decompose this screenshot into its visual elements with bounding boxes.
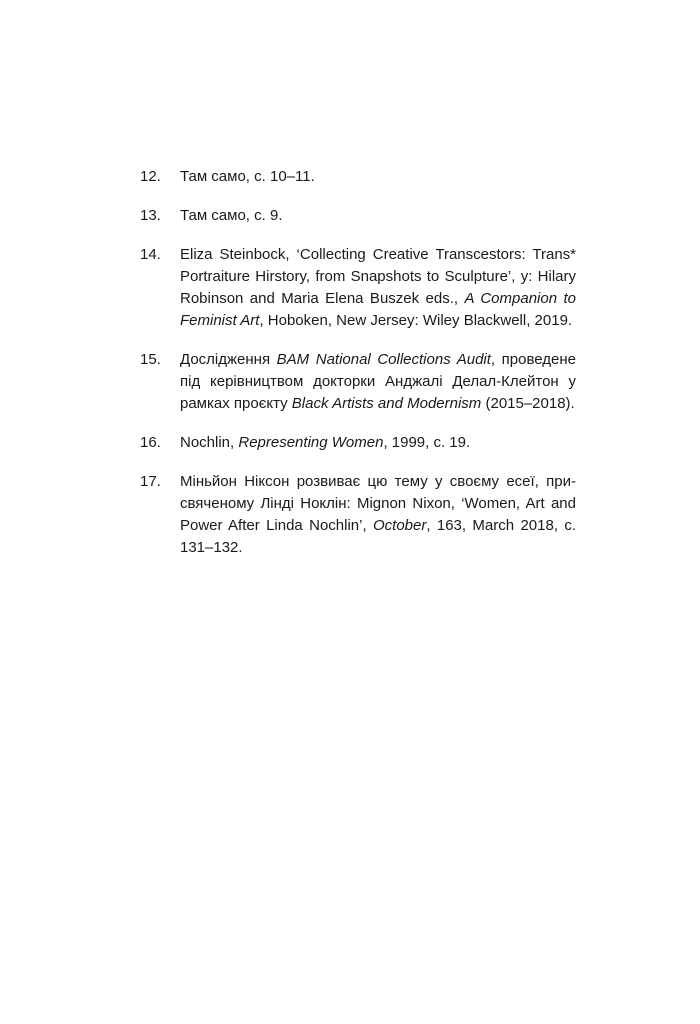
- endnote-text: [180, 205, 576, 227]
- endnote-text: [180, 471, 576, 559]
- endnote-text-segment: Там само, с. 10–11.: [180, 168, 315, 185]
- endnote-italic-title: A Companion to Feminist Art: [180, 290, 576, 329]
- endnote: [140, 471, 576, 559]
- endnote-number: 16.: [140, 434, 161, 451]
- endnote-text-segment: Дослідження: [180, 351, 277, 368]
- endnote-number: 14.: [140, 246, 161, 263]
- endnote-text-segment: , проведене під керівництвом докторки Анджалі Делал-Клейтон у рамках проєкту: [180, 351, 577, 412]
- endnote-text-segment: Там само, с. 9.: [180, 207, 283, 224]
- endnote-number: 17.: [140, 473, 161, 490]
- endnote-text-segment: , Hoboken, New Jersey: Wiley Blackwell, 2019.: [259, 312, 573, 329]
- endnote: [140, 166, 576, 188]
- endnote-italic-title: Black Artists and Modernism: [291, 395, 482, 412]
- endnote: [140, 349, 576, 415]
- endnote-text-segment: , 163, March 2018, с. 131–132.: [180, 517, 576, 556]
- endnote-text-segment: Nochlin,: [180, 434, 239, 451]
- endnote-italic-title: October: [373, 517, 427, 534]
- endnote-text-segment: (2015–2018).: [481, 395, 575, 412]
- endnote-number: 15.: [140, 351, 161, 368]
- endnote-text: [180, 432, 576, 454]
- endnote-text-segment: , 1999, с. 19.: [383, 434, 471, 451]
- endnote-italic-title: BAM National Collections Audit: [276, 351, 491, 368]
- endnote: [140, 244, 576, 332]
- endnote-number: 12.: [140, 168, 161, 185]
- endnote-text: [180, 349, 576, 415]
- endnote-italic-title: Representing Women: [238, 434, 384, 451]
- endnote-text-segment: Міньйон Ніксон розвиває цю тему у своєму есеї, присвяченому Лінді Ноклін: Mignon Nixon, ‘Women, Art and Power After Linda Nochlin’,: [180, 473, 576, 534]
- endnote-text-segment: Eliza Steinbock, ‘Collecting Creative Transcestors: Trans* Portraiture Hirstory, from Snapshots to Sculpture’, у: Hilary Robinson and Maria Elena Buszek eds.,: [180, 246, 576, 307]
- endnotes-list: [140, 166, 576, 576]
- endnote: [140, 205, 576, 227]
- endnote: [140, 432, 576, 454]
- endnote-text: [180, 244, 576, 332]
- endnote-text: [180, 166, 576, 188]
- endnote-number: 13.: [140, 207, 161, 224]
